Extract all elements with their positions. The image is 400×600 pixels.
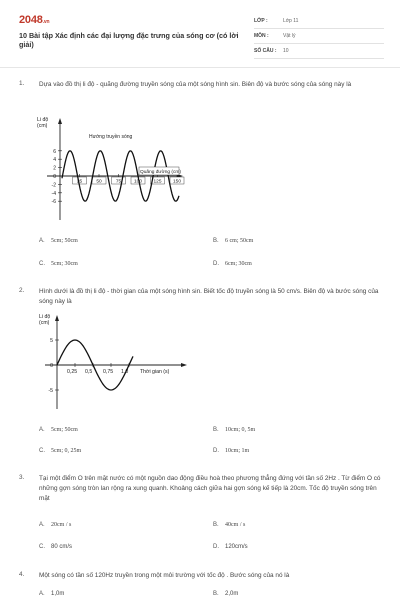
option-letter: B. [213,427,219,433]
option-text: 6cm; 30cm [225,261,252,267]
meta-key: MÔN : [254,33,269,39]
x-axis-label: Quãng đường (cm) [140,170,182,175]
option-text: 10cm; 1m [225,448,250,454]
y-axis-unit: (cm) [39,320,50,326]
option-letter: A. [39,591,45,597]
y-tick-label: -5 [48,388,53,394]
x-tick-label: 0,5 [85,369,93,375]
y-tick-label: -4 [51,190,56,197]
option-b[interactable] [213,427,255,433]
logo-text: 2048 [19,14,43,26]
question-number: 4. [19,571,25,578]
option-a[interactable] [39,522,71,528]
option-c[interactable] [39,448,81,454]
question-3 [19,474,384,564]
document-meta [254,15,384,60]
y-tick-label: 0 [50,363,53,369]
option-d[interactable] [213,448,249,454]
x-tick-label: 0,75 [103,369,114,375]
option-d[interactable] [213,544,248,550]
option-text: 6 cm; 50cm [225,238,254,244]
option-letter: D. [213,544,219,550]
x-tick-label: 25 [76,179,83,185]
y-axis-label: Li độ [39,314,51,320]
y-tick-label: -6 [51,199,56,206]
option-text: 120cm/s [225,544,248,550]
x-axis-label: Thời gian (s) [140,369,170,375]
y-axis-arrow [55,315,59,321]
question-4 [19,571,384,600]
option-a[interactable] [39,427,78,433]
x-tick-label: 0,25 [67,369,78,375]
y-tick-label: 4 [53,157,56,164]
y-tick-label: 5 [50,338,53,344]
option-text: 5cm; 50cm [51,238,78,244]
x-tick-label: 150 [172,179,182,185]
x-tick-label: 75 [115,179,122,185]
x-tick-label: 125 [153,179,162,185]
option-letter: D. [213,448,219,454]
option-letter: B. [213,522,219,528]
question-text: Dựa vào đồ thị li độ - quãng đường truyền sóng của một sóng hình sin. Biên độ và bước sóng của sóng này là [39,81,352,88]
option-a[interactable] [39,238,78,244]
displacement-time-graph [33,313,203,415]
option-letter: C. [39,261,45,267]
document-header [0,0,400,68]
question-number: 1. [19,80,25,87]
meta-row-count [254,45,384,59]
option-letter: A. [39,522,45,528]
option-letter: A. [39,427,45,433]
option-letter: A. [39,238,45,244]
meta-key: SỐ CÂU : [254,48,277,54]
displacement-distance-graph [27,116,197,224]
x-tick-label: 100 [133,179,143,185]
option-text: 10cm; 0, 5m [225,427,256,433]
option-a[interactable] [39,591,64,597]
x-axis-arrow [181,363,187,367]
x-tick-label: 50 [96,179,102,185]
option-letter: C. [39,544,45,550]
option-letter: B. [213,238,219,244]
document-title: 10 Bài tập Xác định các đại lượng đặc trưng của sóng cơ (có lời giải) [19,31,239,49]
direction-label: Hướng truyền sóng [89,134,133,140]
option-letter: C. [39,448,45,454]
option-c[interactable] [39,261,78,267]
option-text: 5cm; 30cm [51,261,78,267]
y-tick-label: 2 [53,165,56,172]
y-axis-arrow [58,118,62,124]
option-text: 5cm; 0, 25m [51,448,82,454]
option-text: 40cm / s [225,522,246,528]
meta-row-grade [254,15,384,29]
y-axis-unit: (cm) [37,123,48,129]
question-number: 3. [19,474,25,481]
y-tick-label: 6 [53,148,56,155]
option-b[interactable] [213,238,253,244]
option-text: 1,0m [51,591,65,597]
option-letter: D. [213,261,219,267]
meta-value: 10 [283,48,289,54]
question-text: Một sóng có tần số 120Hz truyền trong một môi trường với tốc độ . Bước sóng của nó là [39,572,290,579]
option-b[interactable] [213,522,245,528]
option-c[interactable] [39,544,72,550]
meta-key: LỚP : [254,18,268,24]
option-text: 2,0m [225,591,239,597]
logo-suffix: .vn [42,19,50,25]
site-logo[interactable] [19,14,49,26]
question-text: Tại một điểm O trên mặt nước có một nguồn dao động điều hoà theo phương thẳng đứng với tần số 2Hz . Từ điểm O có những gợn sóng tròn lan rộng ra xung quanh. Khoảng cách giữa hai gợn sóng kế tiếp là 20cm. Tốc độ truyền sóng trên mặt [39,475,381,502]
meta-value: Vật lý [283,33,296,39]
y-tick-label: 0 [53,174,56,180]
question-2 [19,287,384,467]
question-1 [19,80,384,270]
option-b[interactable] [213,591,238,597]
option-letter: B. [213,591,219,597]
y-axis-label: Li độ [37,117,49,123]
option-text: 5cm; 50cm [51,427,78,433]
question-number: 2. [19,287,25,294]
meta-row-subject [254,30,384,44]
option-d[interactable] [213,261,252,267]
question-text: Hình dưới là đồ thị li độ - thời gian của một sóng hình sin. Biết tốc độ truyền sóng là 50 cm/s. Biên độ và bước sóng của sóng này là [39,288,379,305]
meta-value: Lớp 11 [283,18,299,24]
option-text: 80 cm/s [51,544,73,550]
x-tick-label: 1,0 [121,369,129,375]
option-text: 20cm / s [51,522,72,528]
y-tick-label: -2 [51,182,56,189]
